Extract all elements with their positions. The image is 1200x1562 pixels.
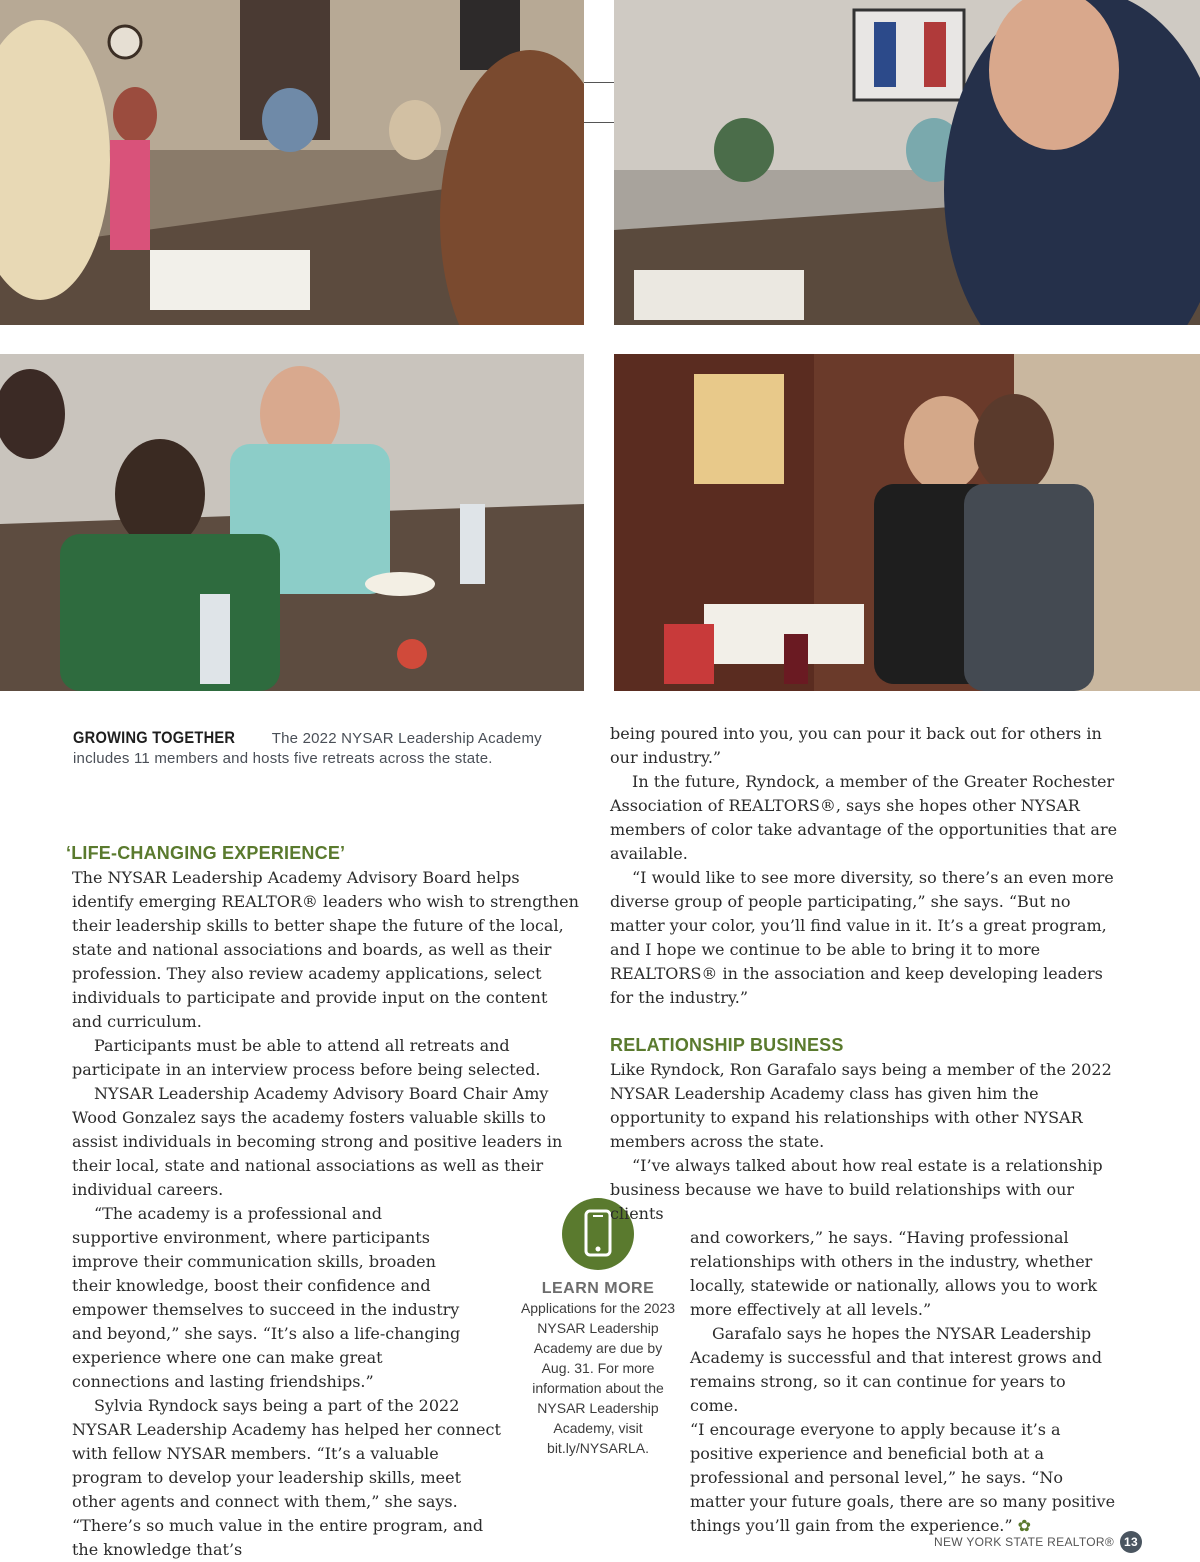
paragraph: “I would like to see more diversity, so there’s an even more diverse group of people participating,” she says. “But no matter your color, you’ll find value in it. It’s a great program, and I hope we continue to be able to bring it to more REALTORS® in the association and keep developing leaders for the industry.” — [610, 868, 1114, 1007]
page-number: 13 — [1120, 1531, 1142, 1553]
paragraph: The NYSAR Leadership Academy Advisory Board helps identify emerging REALTOR® leaders who wish to strengthen their leadership skills to better shape the future of the local, state and national associations and boards, as well as their profession. They also review academy applications, select individuals to participate and provide input on the content and curriculum. — [72, 868, 579, 1031]
photo-caption — [73, 728, 583, 769]
photo-man-laughing — [614, 0, 1200, 325]
paragraph: and coworkers,” he says. “Having professional relationships with others in the industry, whether locally, statewide or nationally, allows you to work more effectively at all levels.” — [690, 1228, 1098, 1319]
paragraph: Participants must be able to attend all retreats and participate in an interview process before being selected. — [72, 1036, 541, 1079]
paragraph: Sylvia Ryndock says being a part of the 2022 NYSAR Leadership Academy has helped her connect with fellow NYSAR members. “It’s a valuable program to develop your leadership skills, meet other agents and connect with them,” she says. “There’s so much value in the entire program, and the knowledge that’s — [72, 1396, 501, 1559]
paragraph: Like Ryndock, Ron Garafalo says being a member of the 2022 NYSAR Leadership Academy class has given him the opportunity to expand his relationships with other NYSAR members across the state. — [610, 1060, 1112, 1151]
paragraph: NYSAR Leadership Academy Advisory Board Chair Amy Wood Gonzalez says the academy fosters valuable skills to assist individuals in becoming strong and positive leaders in their local, state and national associations as well as their individual careers. — [72, 1084, 563, 1199]
left-column — [66, 840, 580, 1562]
right-column — [610, 722, 1118, 1538]
paragraph: Garafalo says he hopes the NYSAR Leadership Academy is successful and that interest grows and remains strong, so it can continue for years to come. — [690, 1324, 1102, 1415]
page-footer — [934, 1531, 1142, 1553]
divider-rule — [584, 122, 614, 123]
publication-name: NEW YORK STATE REALTOR® — [934, 1535, 1114, 1549]
paragraph: “The academy is a professional and supportive environment, where participants improve their communication skills, broaden their knowledge, boost their confidence and empower themselves to succeed in the industry and beyond,” she says. “It’s also a life-changing experience where one can make great connections and lasting friendships.” — [72, 1204, 461, 1391]
section-heading-life-changing: ‘LIFE-CHANGING EXPERIENCE’ — [66, 843, 346, 863]
photo-cooking-together — [614, 354, 1200, 691]
paragraph: being poured into you, you can pour it back out for others in our industry.” — [610, 724, 1102, 767]
paragraph: “I’ve always talked about how real estate is a relationship business because we have to build relationships with our clients — [610, 1156, 1103, 1223]
paragraph-text: “I encourage everyone to apply because it’s a positive experience and beneficial both at a professional and personal level,” he says. “No matter your future goals, there are so many positive things you’ll gain from the experience.” — [690, 1420, 1116, 1535]
learn-more-title: LEARN MORE — [541, 1280, 655, 1297]
section-heading-relationship: RELATIONSHIP BUSINESS — [610, 1035, 844, 1055]
learn-more-text: Applications for the 2023 NYSAR Leadership Academy are due by Aug. 31. For more information about the NYSAR Leadership Academy, visit bit.ly/NYSARLA. — [520, 1300, 676, 1456]
end-mark-icon: ✿ — [1017, 1516, 1032, 1535]
caption-text: The 2022 NYSAR Leadership Academy includes 11 members and hosts five retreats across the state. — [73, 730, 542, 767]
photo-participants-listening — [0, 354, 584, 691]
paragraph: In the future, Ryndock, a member of the Greater Rochester Association of REALTORS®, says she hopes other NYSAR members of color take advantage of the opportunities that are available. — [610, 772, 1118, 863]
photo-meeting-room-table — [0, 0, 584, 325]
paragraph — [690, 1418, 1118, 1538]
divider-rule — [584, 82, 614, 83]
caption-title: GROWING TOGETHER — [73, 728, 236, 747]
wrapped-text-block — [690, 1226, 1118, 1538]
